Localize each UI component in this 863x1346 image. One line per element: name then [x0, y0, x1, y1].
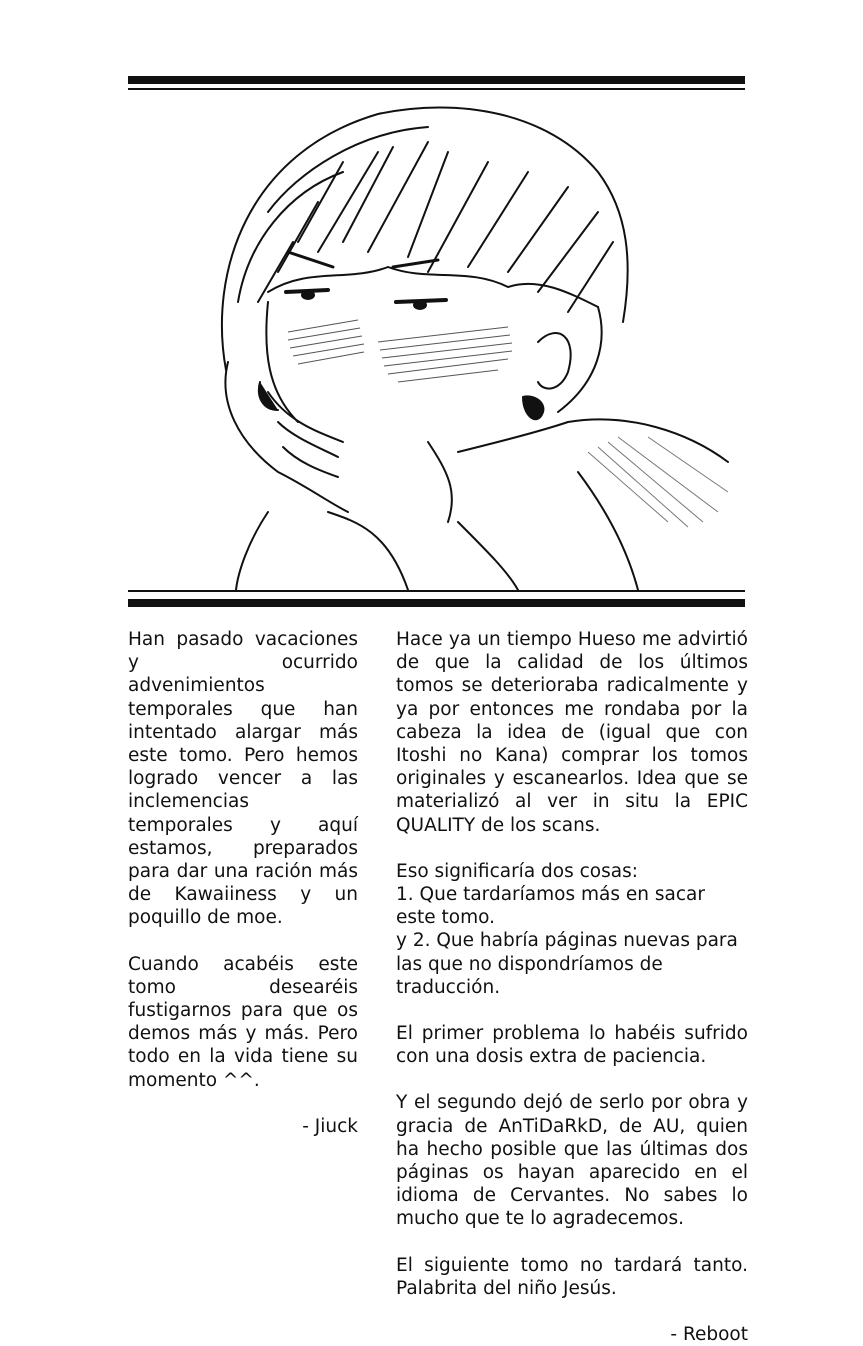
top-border-thick [128, 76, 745, 84]
right-paragraph-2-line-2: 1. Que tardaríamos más en sacar este tomo. [396, 884, 705, 929]
right-paragraph-4: Y el segundo dejó de serlo por obra y gracia de AnTiDaRkD, de AU, quien ha hecho posible que las últimas dos páginas os hayan aparecido en el idioma de Cervantes. No sabes lo mucho que te lo agradecemos. [396, 1092, 748, 1230]
left-paragraph-2: Cuando acabéis este tomo desearéis fustigarnos para que os demos más y más. Pero todo en la vida tiene su momento ^^. [128, 953, 358, 1091]
right-paragraph-2-line-1: Eso significaría dos cosas: [396, 860, 638, 882]
top-border-thin [128, 88, 745, 90]
right-column-text [396, 628, 748, 1346]
reboot-signature: - Reboot [670, 1324, 748, 1346]
right-paragraph-2 [396, 860, 748, 999]
jiuck-signature: - Jiuck [302, 1115, 358, 1137]
left-paragraph-1: Han pasado vacaciones y ocurrido advenimientos temporales que han intentado alargar más este tomo. Pero hemos logrado vencer a las inclemencias temporales y aquí estamos, preparados para dar una ración más de Kawaiiness y un poquillo de moe. [128, 629, 358, 929]
left-column-text [128, 628, 358, 1138]
right-paragraph-3: El primer problema lo habéis sufrido con una dosis extra de paciencia. [396, 1023, 748, 1068]
right-paragraph-2-line-3: y 2. Que habría páginas nuevas para las que no dispondríamos de traducción. [396, 930, 738, 998]
bottom-border-thin [128, 590, 745, 592]
girl-illustration [128, 92, 745, 590]
manga-panel [128, 92, 745, 590]
bottom-border-thick [128, 599, 745, 607]
right-paragraph-1: Hace ya un tiempo Hueso me advirtió de que la calidad de los últimos tomos se deterioraba radicalmente y ya por entonces me rondaba por la cabeza la idea de (igual que con Itoshi no Kana) comprar los tomos originales y escanearlos. Idea que se materializó al ver in situ la EPIC QUALITY de los scans. [396, 629, 748, 836]
right-paragraph-5: El siguiente tomo no tardará tanto. Palabrita del niño Jesús. [396, 1254, 748, 1299]
